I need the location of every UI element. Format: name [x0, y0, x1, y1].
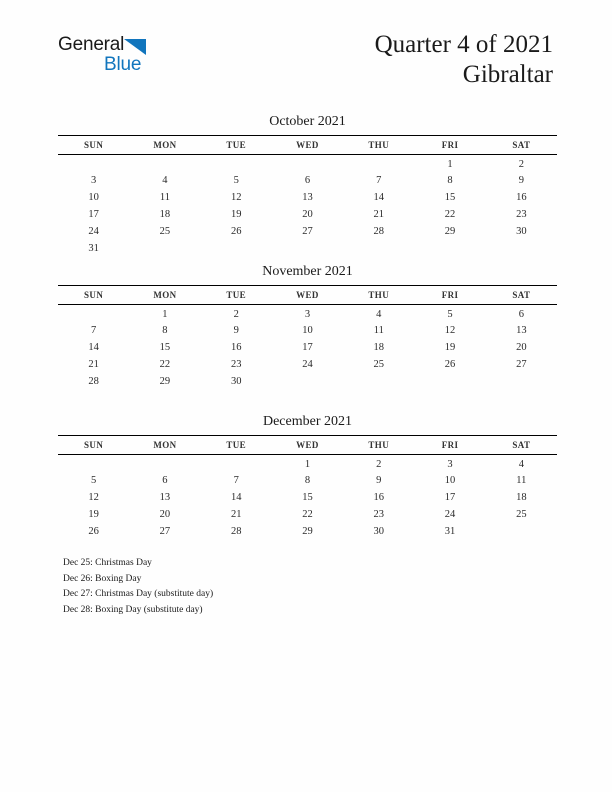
calendar-day[interactable]: 7 — [91, 324, 97, 336]
calendar-day[interactable]: 10 — [444, 474, 456, 486]
calendar-day[interactable]: 25 — [159, 225, 171, 237]
calendar-day[interactable]: 4 — [376, 309, 382, 321]
calendar-day[interactable]: 25 — [373, 358, 385, 370]
calendar-day[interactable]: 31 — [88, 242, 99, 254]
calendar-day-empty — [343, 373, 414, 390]
calendar-day-holiday[interactable]: 25 — [516, 508, 527, 520]
calendar-day[interactable]: 3 — [447, 459, 453, 471]
weekday-header-sun: SUN — [58, 286, 129, 305]
calendar-day-empty — [272, 373, 343, 390]
calendar-day[interactable]: 8 — [162, 324, 168, 336]
calendar-day[interactable]: 16 — [516, 191, 527, 203]
calendar-day[interactable]: 13 — [302, 191, 313, 203]
weekday-header-mon: MON — [129, 136, 200, 155]
calendar-day[interactable]: 11 — [516, 474, 527, 486]
weekday-header-sat: SAT — [486, 436, 557, 455]
holiday-note: Dec 26: Boxing Day — [63, 573, 142, 584]
calendar-day[interactable]: 20 — [159, 508, 171, 520]
calendar-day-empty — [272, 240, 343, 257]
calendar-day-empty — [343, 155, 414, 172]
calendar-day[interactable]: 19 — [444, 341, 456, 353]
calendar-week-row — [58, 489, 557, 506]
calendar-day-holiday[interactable]: 28 — [230, 525, 242, 537]
calendar-day[interactable]: 9 — [376, 474, 382, 486]
calendar-week-row — [58, 322, 557, 339]
calendar-week-row — [58, 472, 557, 489]
calendar-day-empty — [58, 155, 129, 172]
weekday-header-fri: FRI — [414, 436, 485, 455]
weekday-header-sun: SUN — [58, 436, 129, 455]
calendar-table-october — [58, 135, 557, 257]
calendar-week-row — [58, 523, 557, 540]
weekday-header-sat: SAT — [486, 286, 557, 305]
calendar-day[interactable]: 14 — [88, 341, 99, 353]
calendar-day-holiday[interactable]: 26 — [88, 525, 99, 537]
calendar-day[interactable]: 13 — [159, 491, 171, 503]
calendar-day[interactable]: 17 — [88, 208, 99, 220]
calendar-day[interactable]: 19 — [230, 208, 242, 220]
calendar-day[interactable]: 16 — [230, 341, 242, 353]
brand-logo[interactable] — [58, 34, 178, 80]
month-title: December 2021 — [262, 414, 353, 429]
weekday-header-sun: SUN — [58, 136, 129, 155]
calendar-day[interactable]: 21 — [88, 358, 99, 370]
calendar-week-row — [58, 172, 557, 189]
calendar-day[interactable]: 30 — [230, 375, 242, 387]
calendar-day[interactable]: 26 — [230, 225, 242, 237]
page-title — [375, 30, 553, 90]
weekday-header-mon: MON — [129, 436, 200, 455]
calendar-day[interactable]: 8 — [447, 174, 453, 186]
calendar-day[interactable]: 30 — [373, 525, 385, 537]
calendar-day[interactable]: 9 — [518, 174, 524, 186]
calendar-day[interactable]: 27 — [302, 225, 313, 237]
calendar-day[interactable]: 20 — [302, 208, 313, 220]
calendar-day[interactable]: 15 — [444, 191, 456, 203]
calendar-day[interactable]: 2 — [376, 459, 382, 471]
weekday-header-row — [58, 136, 557, 155]
weekday-header-wed: WED — [272, 436, 343, 455]
calendar-day[interactable]: 18 — [159, 208, 171, 220]
calendar-day-empty — [58, 305, 129, 322]
calendar-day[interactable]: 8 — [304, 474, 311, 486]
calendar-day[interactable]: 5 — [447, 309, 453, 321]
calendar-day[interactable]: 21 — [373, 208, 385, 220]
calendar-day[interactable]: 4 — [518, 459, 524, 471]
calendar-day[interactable]: 17 — [302, 341, 313, 353]
calendar-day[interactable]: 10 — [88, 191, 99, 203]
calendar-day[interactable]: 28 — [373, 225, 385, 237]
calendar-body — [58, 305, 557, 390]
calendar-day[interactable]: 3 — [91, 174, 97, 186]
weekday-header-tue: TUE — [201, 436, 272, 455]
calendar-day[interactable]: 1 — [447, 159, 453, 171]
calendar-day-empty — [201, 240, 272, 257]
calendar-week-row — [58, 223, 557, 240]
calendar-week-row — [58, 305, 557, 322]
calendar-day[interactable]: 10 — [302, 324, 313, 336]
weekday-header-tue: TUE — [201, 136, 272, 155]
calendar-day[interactable]: 6 — [304, 174, 311, 186]
calendar-day[interactable]: 7 — [233, 474, 239, 486]
calendar-day-empty — [414, 240, 485, 257]
calendar-day-empty — [486, 240, 557, 257]
weekday-header-fri: FRI — [414, 286, 485, 305]
weekday-header-wed: WED — [272, 136, 343, 155]
calendar-day[interactable]: 2 — [233, 309, 239, 321]
calendar-day-empty — [129, 240, 200, 257]
calendar-day[interactable]: 5 — [91, 474, 97, 486]
holiday-note: Dec 28: Boxing Day (substitute day) — [63, 604, 203, 615]
month-block-december — [58, 412, 557, 540]
calendar-body — [58, 155, 557, 257]
weekday-header-thu: THU — [343, 436, 414, 455]
weekday-header-tue: TUE — [201, 286, 272, 305]
weekday-header-sat: SAT — [486, 136, 557, 155]
calendar-day[interactable]: 17 — [444, 491, 456, 503]
calendar-day[interactable]: 3 — [304, 309, 311, 321]
calendar-week-row — [58, 373, 557, 390]
calendar-week-row — [58, 189, 557, 206]
calendar-day-empty — [129, 155, 200, 172]
logo-text-blue: Blue — [104, 54, 142, 75]
weekday-header-thu: THU — [343, 286, 414, 305]
triangle-icon — [124, 39, 146, 55]
calendar-day[interactable]: 27 — [516, 358, 527, 370]
calendar-day[interactable]: 6 — [162, 474, 168, 486]
calendar-day[interactable]: 11 — [159, 191, 170, 203]
calendar-table-december — [58, 435, 557, 540]
calendar-week-row — [58, 155, 557, 172]
calendar-day[interactable]: 22 — [159, 358, 171, 370]
calendar-day[interactable]: 15 — [159, 341, 171, 353]
calendar-day[interactable]: 19 — [88, 508, 99, 520]
calendar-week-row — [58, 356, 557, 373]
calendar-day[interactable]: 22 — [302, 508, 313, 520]
calendar-day-empty — [486, 373, 557, 390]
month-title: October 2021 — [269, 114, 346, 129]
calendar-day-empty — [129, 455, 200, 472]
month-title: November 2021 — [262, 264, 353, 279]
quarter-title: Quarter 4 of 2021 — [374, 31, 553, 58]
calendar-day[interactable]: 14 — [230, 491, 242, 503]
calendar-week-row — [58, 506, 557, 523]
calendar-table-november — [58, 285, 557, 390]
calendar-day[interactable]: 22 — [444, 208, 456, 220]
calendar-week-row — [58, 240, 557, 257]
calendar-day[interactable]: 24 — [444, 508, 456, 520]
weekday-header-fri: FRI — [414, 136, 485, 155]
holiday-notes-list — [63, 556, 463, 618]
calendar-day[interactable]: 1 — [162, 309, 168, 321]
calendar-day[interactable]: 29 — [444, 225, 456, 237]
calendar-day[interactable]: 12 — [444, 324, 456, 336]
calendar-day[interactable]: 18 — [373, 341, 385, 353]
calendar-day[interactable]: 7 — [376, 174, 382, 186]
calendar-day[interactable]: 2 — [518, 159, 524, 171]
calendar-day[interactable]: 12 — [88, 491, 99, 503]
calendar-day[interactable]: 12 — [230, 191, 242, 203]
page-header — [0, 0, 612, 100]
holiday-note: Dec 25: Christmas Day — [63, 558, 152, 568]
calendar-day[interactable]: 15 — [302, 491, 313, 503]
calendar-day[interactable]: 14 — [373, 191, 385, 203]
calendar-day[interactable]: 13 — [516, 324, 527, 336]
calendar-day[interactable]: 11 — [373, 324, 384, 336]
calendar-week-row — [58, 339, 557, 356]
calendar-day[interactable]: 29 — [159, 375, 171, 387]
calendar-body — [58, 455, 557, 540]
calendar-day[interactable]: 5 — [233, 174, 239, 186]
calendar-day-holiday[interactable]: 27 — [159, 525, 171, 537]
weekday-header-thu: THU — [343, 136, 414, 155]
calendar-day[interactable]: 23 — [373, 508, 385, 520]
month-block-november — [58, 262, 557, 390]
calendar-day[interactable]: 30 — [516, 225, 527, 237]
calendar-day[interactable]: 28 — [88, 375, 99, 387]
calendar-day[interactable]: 23 — [516, 208, 527, 220]
calendar-day-empty — [58, 455, 129, 472]
calendar-day[interactable]: 24 — [88, 225, 99, 237]
calendar-day[interactable]: 16 — [373, 491, 385, 503]
holiday-note: Dec 27: Christmas Day (substitute day) — [63, 589, 214, 599]
calendar-day-empty — [201, 455, 272, 472]
calendar-day[interactable]: 24 — [302, 358, 313, 370]
calendar-week-row — [58, 206, 557, 223]
weekday-header-wed: WED — [272, 286, 343, 305]
weekday-header-mon: MON — [129, 286, 200, 305]
calendar-day-empty — [272, 155, 343, 172]
calendar-day[interactable]: 18 — [516, 491, 527, 503]
calendar-day[interactable]: 26 — [444, 358, 456, 370]
calendar-day[interactable]: 6 — [518, 309, 524, 321]
calendar-day[interactable]: 20 — [516, 341, 527, 353]
region-title: Gibraltar — [462, 61, 553, 88]
calendar-day-empty — [201, 155, 272, 172]
calendar-day-empty — [486, 523, 557, 540]
weekday-header-row — [58, 286, 557, 305]
calendar-day-empty — [343, 240, 414, 257]
calendar-day[interactable]: 23 — [230, 358, 242, 370]
calendar-day-empty — [414, 373, 485, 390]
calendar-day[interactable]: 29 — [302, 525, 313, 537]
calendar-day[interactable]: 9 — [233, 324, 239, 336]
weekday-header-row — [58, 436, 557, 455]
calendar-day[interactable]: 1 — [304, 459, 311, 471]
calendar-week-row — [58, 455, 557, 472]
calendar-day[interactable]: 21 — [230, 508, 242, 520]
month-block-october — [58, 112, 557, 257]
calendar-day[interactable]: 31 — [444, 525, 456, 537]
calendar-day[interactable]: 4 — [162, 174, 168, 186]
logo-text-general: General — [58, 34, 125, 55]
